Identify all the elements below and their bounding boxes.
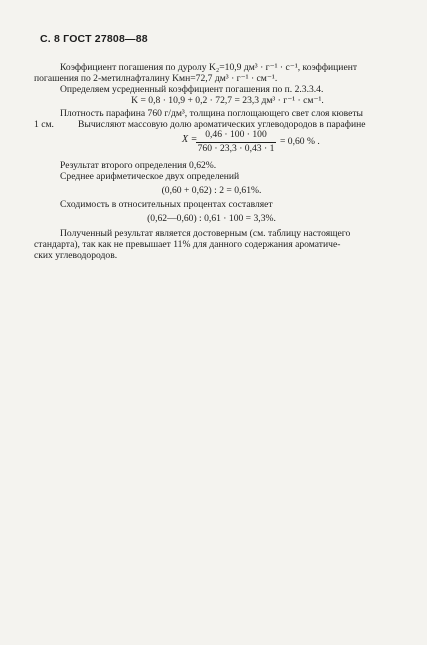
paragraph-average-coefficient: Определяем усредненный коэффициент погашения по п. 2.3.3.4.	[60, 84, 324, 95]
formula-average: (0,60 + 0,62) : 2 = 0,61%.	[161, 185, 262, 196]
paragraph-density-line2: 1 см.	[34, 119, 54, 130]
formula-x-fraction	[196, 129, 276, 155]
paragraph-mass-fraction: Вычисляют массовую долю ароматических углеводородов в парафине	[78, 119, 366, 130]
page-header: С. 8 ГОСТ 27808—88	[40, 33, 148, 45]
paragraph-coefficients-line2: погашения по 2-метилнафталину Kмн=72,7 дм³ · г⁻¹ · см⁻¹.	[34, 73, 278, 84]
paragraph-coefficients-line1: Коэффициент погашения по дуролу K₂=10,9 дм³ · г⁻¹ · с⁻¹, коэффициент	[60, 62, 358, 73]
formula-x-denominator: 760 · 23,3 · 0,43 · 1	[197, 143, 275, 154]
formula-k: K = 0,8 · 10,9 + 0,2 · 72,7 = 23,3 дм³ · г⁻¹ · см⁻¹.	[131, 95, 324, 106]
formula-x-numerator: 0,46 · 100 · 100	[196, 129, 276, 143]
paragraph-mean-intro: Среднее арифметическое двух определений	[60, 171, 240, 182]
formula-convergence: (0,62—0,60) : 0,61 · 100 = 3,3%.	[147, 213, 276, 224]
formula-x-result: = 0,60 % .	[280, 136, 320, 147]
paragraph-conclusion-line1: Полученный результат является достоверным (см. таблицу настоящего	[60, 228, 351, 239]
paragraph-second-result: Результат второго определения 0,62%.	[60, 160, 217, 171]
paragraph-density-line1: Плотность парафина 760 г/дм³, толщина поглощающего свет слоя кюветы	[60, 108, 363, 119]
paragraph-conclusion-line3: ских углеводородов.	[34, 250, 118, 261]
paragraph-conclusion-line2: стандарта), так как не превышает 11% для данного содержания ароматиче-	[34, 239, 341, 250]
formula-x-label: X =	[182, 134, 198, 145]
paragraph-convergence-intro: Сходимость в относительных процентах составляет	[60, 199, 273, 210]
